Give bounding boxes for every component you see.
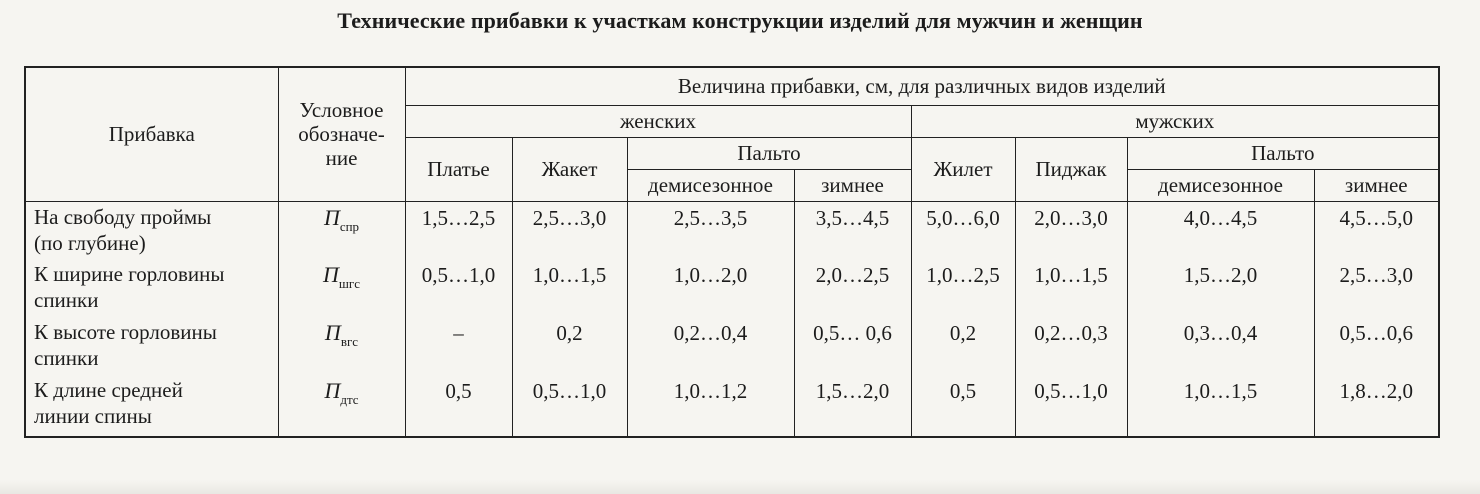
cell-women-coat-winter: 0,5… 0,6	[794, 317, 911, 375]
row-label	[25, 201, 278, 259]
row-symbol	[278, 259, 405, 317]
cell-men-vest: 0,2	[911, 317, 1015, 375]
table-row	[25, 375, 1439, 437]
header-women-dress: Платье	[405, 137, 512, 201]
symbol-letter: П	[324, 320, 341, 345]
table-row	[25, 317, 1439, 375]
cell-women-coat-winter: 2,0…2,5	[794, 259, 911, 317]
cell-men-jacket: 0,2…0,3	[1015, 317, 1127, 375]
cell-women-coat-demi: 0,2…0,4	[627, 317, 794, 375]
row-symbol	[278, 201, 405, 259]
row-symbol	[278, 375, 405, 437]
row-label-line2: (по глубине)	[34, 230, 146, 255]
cell-men-coat-winter: 4,5…5,0	[1314, 201, 1439, 259]
symbol-letter: П	[323, 204, 340, 230]
cell-men-coat-demi: 0,3…0,4	[1127, 317, 1314, 375]
cell-women-coat-demi: 1,0…2,0	[627, 259, 794, 317]
cell-women-dress: –	[405, 317, 512, 375]
cell-women-coat-winter: 1,5…2,0	[794, 375, 911, 437]
row-label-line2: спинки	[34, 288, 99, 312]
row-label	[25, 259, 278, 317]
cell-men-coat-demi: 4,0…4,5	[1127, 201, 1314, 259]
row-label-line1: На свободу проймы	[34, 204, 212, 229]
header-men-coat: Пальто	[1127, 137, 1439, 169]
cell-men-vest: 5,0…6,0	[911, 201, 1015, 259]
cell-men-coat-winter: 1,8…2,0	[1314, 375, 1439, 437]
header-women-jacket: Жакет	[512, 137, 627, 201]
cell-men-coat-demi: 1,5…2,0	[1127, 259, 1314, 317]
row-label	[25, 317, 278, 375]
header-allowance: Прибавка	[25, 67, 278, 201]
cell-women-dress: 0,5	[405, 375, 512, 437]
header-men-jacket: Пиджак	[1015, 137, 1127, 201]
cell-women-jacket: 0,5…1,0	[512, 375, 627, 437]
table-row	[25, 201, 1439, 259]
cell-women-jacket: 0,2	[512, 317, 627, 375]
row-symbol	[278, 317, 405, 375]
table-row	[25, 259, 1439, 317]
header-women: женских	[405, 105, 911, 137]
symbol-subscript: спр	[339, 218, 360, 234]
header-women-coat: Пальто	[627, 137, 911, 169]
cell-men-coat-winter: 0,5…0,6	[1314, 317, 1439, 375]
cell-women-dress: 0,5…1,0	[405, 259, 512, 317]
symbol-letter: П	[322, 262, 339, 287]
cell-men-jacket: 2,0…3,0	[1015, 201, 1127, 259]
cell-men-jacket: 0,5…1,0	[1015, 375, 1127, 437]
header-men-coat-winter: зимнее	[1314, 169, 1439, 201]
row-label-line1: К длине средней	[34, 378, 183, 402]
cell-women-jacket: 1,0…1,5	[512, 259, 627, 317]
row-label-line2: линии спины	[34, 404, 152, 428]
table-title: Технические прибавки к участкам конструкции изделий для мужчин и женщин	[337, 8, 1143, 33]
header-men: мужских	[911, 105, 1439, 137]
row-label-line1: К высоте горловины	[34, 320, 217, 344]
header-symbol	[278, 67, 405, 201]
cell-women-coat-demi: 2,5…3,5	[627, 201, 794, 259]
header-men-coat-demi: демисезонное	[1127, 169, 1314, 201]
header-group: Величина прибавки, см, для различных видов изделий	[405, 67, 1439, 105]
header-men-vest: Жилет	[911, 137, 1015, 201]
row-label-line2: спинки	[34, 346, 99, 370]
cell-men-coat-demi: 1,0…1,5	[1127, 375, 1314, 437]
row-label-line1: К ширине горловины	[34, 262, 225, 286]
cell-men-jacket: 1,0…1,5	[1015, 259, 1127, 317]
symbol-subscript: шгс	[338, 276, 360, 291]
cell-women-jacket: 2,5…3,0	[512, 201, 627, 259]
symbol-letter: П	[324, 378, 341, 403]
row-label	[25, 375, 278, 437]
header-symbol-line2: обозначе-	[298, 122, 385, 147]
symbol-subscript: дтс	[340, 392, 359, 407]
header-women-coat-winter: зимнее	[794, 169, 911, 201]
cell-women-coat-winter: 3,5…4,5	[794, 201, 911, 259]
symbol-subscript: вгс	[340, 334, 359, 349]
header-symbol-line1: Условное	[299, 98, 384, 123]
scan-bottom-edge	[0, 480, 1480, 494]
header-symbol-line3: ние	[325, 146, 358, 171]
cell-women-coat-demi: 1,0…1,2	[627, 375, 794, 437]
allowances-table	[24, 66, 1440, 438]
header-women-coat-demi: демисезонное	[627, 169, 794, 201]
cell-men-vest: 1,0…2,5	[911, 259, 1015, 317]
cell-men-coat-winter: 2,5…3,0	[1314, 259, 1439, 317]
cell-men-vest: 0,5	[911, 375, 1015, 437]
cell-women-dress: 1,5…2,5	[405, 201, 512, 259]
